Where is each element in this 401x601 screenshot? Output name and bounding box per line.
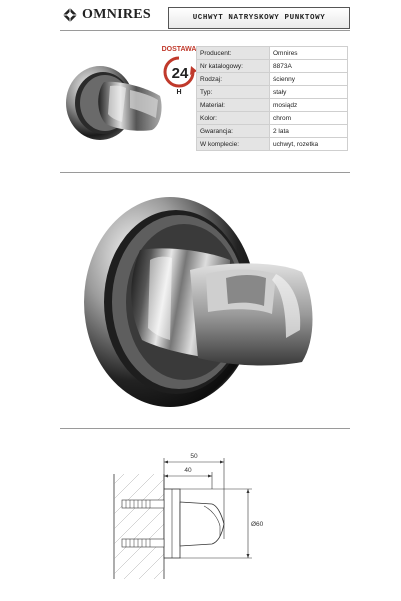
spec-label: Producent: (197, 47, 270, 60)
product-title: UCHWYT NATRYSKOWY PUNKTOWY (168, 7, 350, 29)
product-photo-small (60, 48, 170, 148)
technical-drawing (108, 444, 278, 594)
diamond-logo-icon (62, 7, 78, 23)
spec-label: Kolor: (197, 112, 270, 125)
dim-label-50: 50 (190, 453, 198, 460)
spec-value: chrom (270, 112, 348, 125)
spec-row (197, 86, 348, 99)
brand-logo (62, 7, 151, 23)
spec-row (197, 60, 348, 73)
spec-value: Omnires (270, 47, 348, 60)
spec-row (197, 47, 348, 60)
divider-top (60, 30, 350, 31)
spec-label: Rodzaj: (197, 73, 270, 86)
divider-middle (60, 172, 350, 173)
spec-value: 8873A (270, 60, 348, 73)
spec-value: mosiądz (270, 99, 348, 112)
delivery-24h-badge (158, 40, 200, 98)
spec-row (197, 112, 348, 125)
spec-row (197, 125, 348, 138)
spec-label: Nr katalogowy: (197, 60, 270, 73)
spec-value: stały (270, 86, 348, 99)
spec-label: W komplecie: (197, 138, 270, 151)
dim-label-diameter: Ø60 (251, 521, 264, 528)
spec-row (197, 73, 348, 86)
divider-lower (60, 428, 350, 429)
product-photo-large (80, 190, 330, 415)
badge-number: 24 (171, 65, 189, 82)
spec-row (197, 99, 348, 112)
spec-label: Typ: (197, 86, 270, 99)
badge-unit: H (176, 89, 182, 96)
spec-value: 2 lata (270, 125, 348, 138)
spec-value: ścienny (270, 73, 348, 86)
spec-label: Gwarancja: (197, 125, 270, 138)
spec-value: uchwyt, rozetka (270, 138, 348, 151)
spec-row (197, 138, 348, 151)
brand-name: OMNIRES (82, 7, 151, 22)
spec-label: Materiał: (197, 99, 270, 112)
badge-label: DOSTAWA (161, 46, 197, 53)
spec-table (196, 46, 348, 151)
dim-label-40: 40 (184, 467, 192, 474)
